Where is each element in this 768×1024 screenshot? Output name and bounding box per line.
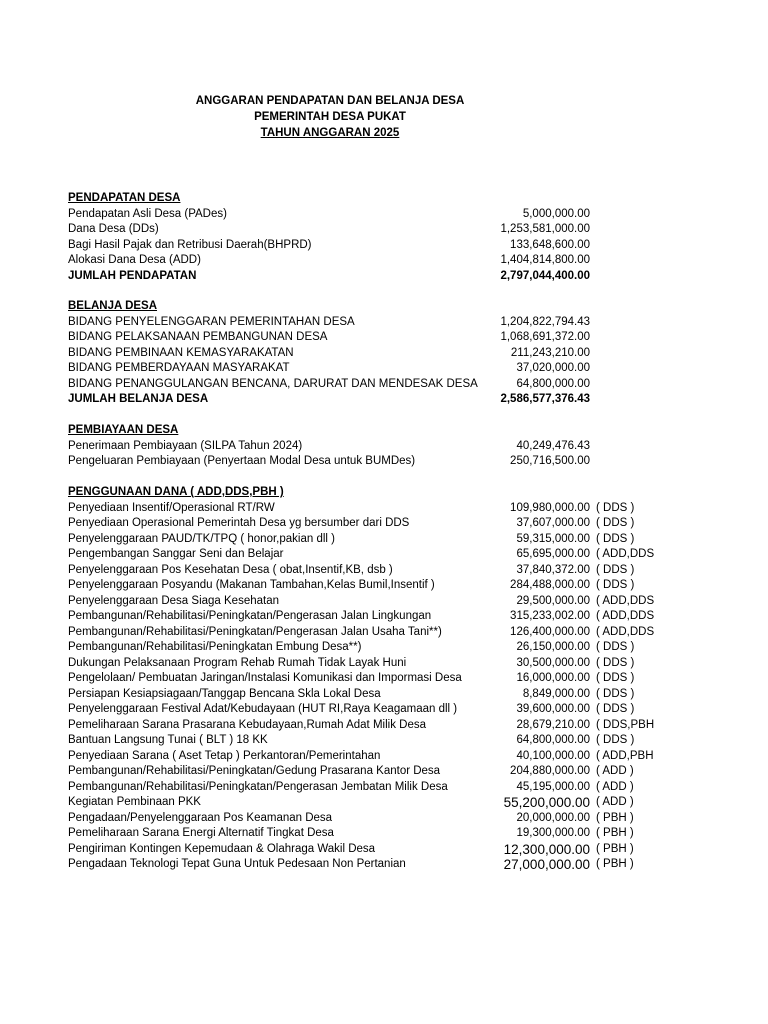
penggunaan-label: Pembangunan/Rehabilitasi/Peningkatan/Pengerasan Jalan Usaha Tani**)	[68, 625, 442, 638]
penggunaan-label: Pemeliharaan Sarana Prasarana Kebudayaan,Rumah Adat Milik Desa	[68, 718, 426, 731]
penggunaan-label: Bantuan Langsung Tunai ( BLT ) 18 KK	[68, 734, 268, 746]
penggunaan-row	[68, 718, 668, 734]
penggunaan-source: ( DDS )	[596, 687, 635, 700]
penggunaan-amount: 30,500,000.00	[516, 656, 590, 669]
penggunaan-source: ( DDS )	[596, 734, 635, 746]
doc-subtitle-village: PEMERINTAH DESA PUKAT	[254, 111, 406, 123]
penggunaan-label: Pengadaan/Penyelenggaraan Pos Keamanan Desa	[68, 811, 333, 824]
penggunaan-row	[68, 640, 668, 656]
penggunaan-row	[68, 671, 668, 687]
penggunaan-amount: 37,607,000.00	[516, 517, 590, 529]
penggunaan-label: Penyelenggaraan Desa Siaga Kesehatan	[68, 594, 279, 607]
penggunaan-row	[68, 857, 668, 873]
penggunaan-row	[68, 547, 668, 563]
pendapatan-total-row: JUMLAH PENDAPATAN 2,797,044,400.00	[68, 269, 590, 282]
penggunaan-row	[68, 516, 668, 532]
penggunaan-source: ( DDS )	[596, 517, 635, 529]
penggunaan-source: ( ADD )	[596, 780, 634, 793]
penggunaan-row	[68, 656, 668, 672]
penggunaan-amount: 109,980,000.00	[510, 501, 590, 514]
belanja-row: BIDANG PENYELENGGARAN PEMERINTAHAN DESA 1,204,822,794.43	[68, 315, 590, 328]
penggunaan-amount: 37,840,372.00	[516, 563, 590, 576]
penggunaan-source: ( ADD,DDS	[596, 548, 655, 560]
penggunaan-amount: 12,300,000.00	[503, 841, 590, 857]
belanja-row: BIDANG PELAKSANAAN PEMBANGUNAN DESA 1,068,691,372.00	[68, 331, 590, 343]
penggunaan-source: ( ADD,DDS	[596, 610, 655, 622]
penggunaan-label: Penyelenggaraan Pos Kesehatan Desa ( obat,Insentif,KB, dsb )	[68, 563, 393, 576]
pembiayaan-row: Pengeluaran Pembiayaan (Penyertaan Modal Desa untuk BUMDes) 250,716,500.00	[68, 455, 590, 467]
penggunaan-label: Penyediaan Operasional Pemerintah Desa yg bersumber dari DDS	[68, 517, 410, 529]
pembiayaan-section	[68, 423, 590, 470]
penggunaan-row	[68, 501, 668, 517]
penggunaan-source: ( ADD,PBH	[596, 749, 654, 762]
belanja-row: BIDANG PENANGGULANGAN BENCANA, DARURAT DAN MENDESAK DESA 64,800,000.00	[68, 377, 590, 390]
penggunaan-amount: 16,000,000.00	[516, 672, 590, 684]
penggunaan-label: Pemeliharaan Sarana Energi Alternatif Tingkat Desa	[68, 827, 334, 839]
penggunaan-amount: 19,300,000.00	[516, 827, 590, 839]
pendapatan-row: Bagi Hasil Pajak dan Retribusi Daerah(BHPRD) 133,648,600.00	[68, 238, 590, 251]
penggunaan-amount: 29,500,000.00	[516, 594, 590, 607]
penggunaan-source: ( DDS )	[596, 672, 635, 684]
penggunaan-label: Persiapan Kesiapsiagaan/Tanggap Bencana Skla Lokal Desa	[68, 687, 381, 700]
penggunaan-row	[68, 687, 668, 703]
penggunaan-amount: 59,315,000.00	[516, 532, 590, 545]
penggunaan-label: Penyediaan Sarana ( Aset Tetap ) Perkantoran/Pemerintahan	[68, 749, 381, 762]
pendapatan-row: Dana Desa (DDs) 1,253,581,000.00	[68, 223, 590, 235]
penggunaan-label: Pembangunan/Rehabilitasi/Peningkatan Embung Desa**)	[68, 641, 362, 653]
penggunaan-label: Penyelenggaraan Posyandu (Makanan Tambahan,Kelas Bumil,Insentif )	[68, 579, 435, 591]
penggunaan-source: ( ADD )	[596, 765, 634, 777]
penggunaan-row	[68, 795, 668, 811]
penggunaan-amount: 204,880,000.00	[510, 765, 590, 777]
pembiayaan-heading: PEMBIAYAAN DESA	[68, 424, 179, 436]
penggunaan-row	[68, 702, 668, 718]
belanja-row: BIDANG PEMBERDAYAAN MASYARAKAT 37,020,000.00	[68, 362, 590, 374]
penggunaan-label: Penyediaan Insentif/Operasional RT/RW	[68, 501, 275, 514]
pendapatan-section	[68, 191, 590, 284]
belanja-total-row: JUMLAH BELANJA DESA 2,586,577,376.43	[68, 393, 590, 405]
penggunaan-section	[68, 485, 668, 873]
penggunaan-amount: 284,488,000.00	[510, 579, 590, 591]
penggunaan-row	[68, 532, 668, 548]
pembiayaan-row: Penerimaan Pembiayaan (SILPA Tahun 2024) 40,249,476.43	[68, 439, 590, 452]
penggunaan-source: ( PBH )	[596, 858, 634, 870]
pendapatan-row: Pendapatan Asli Desa (PADes) 5,000,000.00	[68, 207, 590, 220]
penggunaan-row	[68, 625, 668, 641]
penggunaan-amount: 315,233,002.00	[510, 610, 590, 622]
penggunaan-source: ( PBH )	[596, 811, 634, 824]
penggunaan-row	[68, 764, 668, 780]
penggunaan-source: ( ADD,DDS	[596, 625, 655, 638]
penggunaan-amount: 8,849,000.00	[522, 687, 590, 700]
pendapatan-heading: PENDAPATAN DESA	[68, 192, 181, 204]
penggunaan-amount: 20,000,000.00	[516, 811, 590, 824]
belanja-heading: BELANJA DESA	[68, 300, 158, 312]
penggunaan-amount: 40,100,000.00	[516, 749, 590, 762]
penggunaan-amount: 55,200,000.00	[503, 795, 590, 810]
penggunaan-source: ( PBH )	[596, 827, 634, 839]
penggunaan-label: Pengadaan Teknologi Tepat Guna Untuk Pedesaan Non Pertanian	[68, 858, 406, 870]
penggunaan-label: Penyelenggaraan Festival Adat/Kebudayaan (HUT RI,Raya Keagamaan dll )	[68, 703, 458, 715]
doc-subtitle-year: TAHUN ANGGARAN 2025	[260, 127, 400, 139]
penggunaan-amount: 45,195,000.00	[516, 780, 590, 793]
penggunaan-row	[68, 563, 668, 579]
penggunaan-source: ( ADD,DDS	[596, 594, 655, 607]
penggunaan-source: ( ADD )	[596, 796, 634, 808]
penggunaan-row	[68, 733, 668, 749]
penggunaan-heading: PENGGUNAAN DANA ( ADD,DDS,PBH )	[68, 486, 284, 498]
penggunaan-label: Pengembangan Sanggar Seni dan Belajar	[68, 548, 284, 560]
doc-title: ANGGARAN PENDAPATAN DAN BELANJA DESA	[195, 95, 465, 107]
penggunaan-source: ( PBH )	[596, 842, 634, 855]
penggunaan-row	[68, 826, 668, 842]
penggunaan-row	[68, 842, 668, 858]
penggunaan-row	[68, 609, 668, 625]
penggunaan-label: Pembangunan/Rehabilitasi/Peningkatan/Pengerasan Jalan Lingkungan	[68, 610, 432, 622]
penggunaan-source: ( DDS )	[596, 501, 635, 514]
penggunaan-source: ( DDS )	[596, 656, 635, 669]
penggunaan-source: ( DDS )	[596, 641, 635, 653]
penggunaan-label: Pembangunan/Rehabilitasi/Peningkatan/Pengerasan Jembatan Milik Desa	[68, 780, 448, 793]
penggunaan-source: ( DDS )	[596, 703, 635, 715]
penggunaan-amount: 26,150,000.00	[516, 641, 590, 653]
penggunaan-source: ( DDS )	[596, 579, 635, 591]
penggunaan-source: ( DDS )	[596, 532, 635, 545]
penggunaan-label: Pembangunan/Rehabilitasi/Peningkatan/Gedung Prasarana Kantor Desa	[68, 765, 441, 777]
pendapatan-row: Alokasi Dana Desa (ADD) 1,404,814,800.00	[68, 254, 590, 266]
penggunaan-source: ( DDS )	[596, 563, 635, 576]
penggunaan-row	[68, 811, 668, 827]
penggunaan-label: Dukungan Pelaksanaan Program Rehab Rumah Tidak Layak Huni	[68, 656, 407, 669]
penggunaan-amount: 64,800,000.00	[516, 734, 590, 746]
penggunaan-label: Pengiriman Kontingen Kepemudaan & Olahraga Wakil Desa	[68, 842, 376, 855]
penggunaan-amount: 28,679,210.00	[516, 718, 590, 731]
penggunaan-row	[68, 594, 668, 610]
belanja-row: BIDANG PEMBINAAN KEMASYARAKATAN 211,243,210.00	[68, 346, 590, 359]
penggunaan-row	[68, 749, 668, 765]
penggunaan-source: ( DDS,PBH	[596, 718, 655, 731]
penggunaan-label: Kegiatan Pembinaan PKK	[68, 796, 201, 808]
penggunaan-row	[68, 578, 668, 594]
penggunaan-amount: 65,695,000.00	[516, 548, 590, 560]
penggunaan-amount: 27,000,000.00	[503, 857, 590, 872]
penggunaan-list	[68, 501, 668, 873]
penggunaan-label: Penyelenggaraan PAUD/TK/TPQ ( honor,pakian dll )	[68, 532, 335, 545]
belanja-section	[68, 299, 590, 408]
penggunaan-amount: 126,400,000.00	[510, 625, 590, 638]
penggunaan-label: Pengelolaan/ Pembuatan Jaringan/Instalasi Komunikasi dan Impormasi Desa	[68, 672, 462, 684]
penggunaan-amount: 39,600,000.00	[516, 703, 590, 715]
penggunaan-row	[68, 780, 668, 796]
